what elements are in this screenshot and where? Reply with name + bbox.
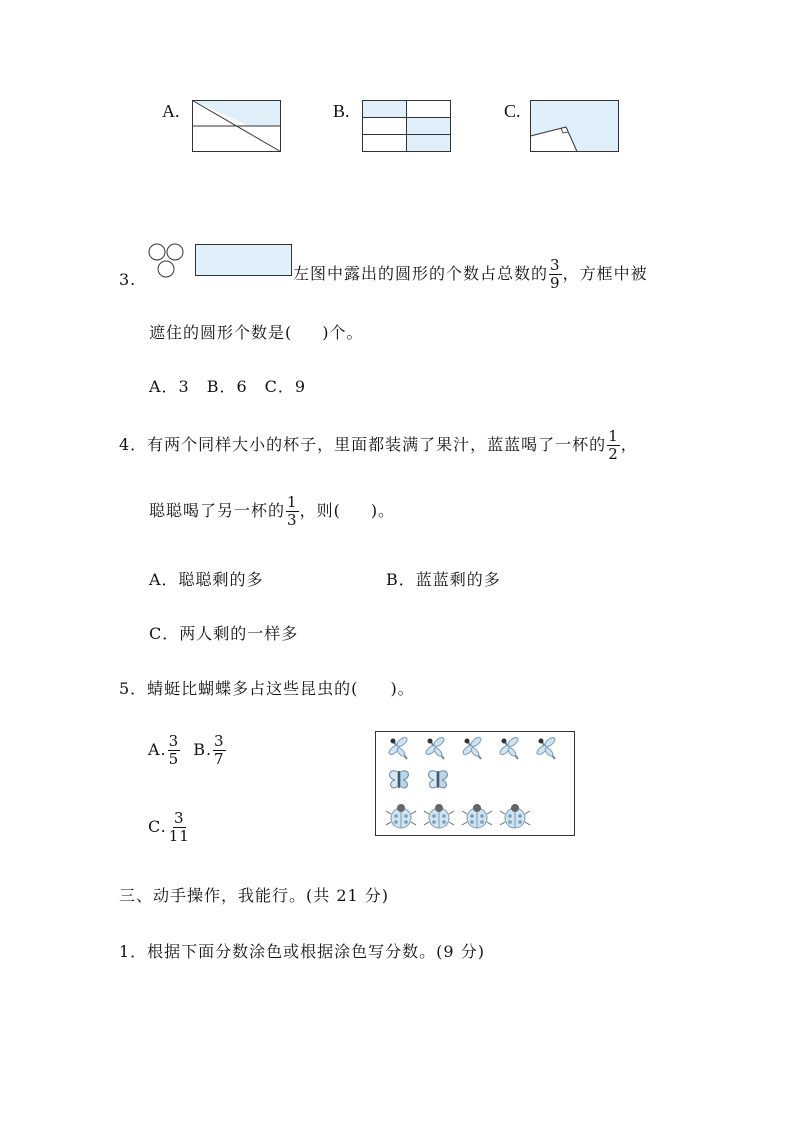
circle-2 bbox=[167, 244, 183, 260]
cover-box bbox=[195, 244, 292, 276]
butterfly-icon bbox=[390, 771, 409, 788]
section3-q1: 1．根据下面分数涂色或根据涂色写分数。(9 分) bbox=[119, 942, 485, 961]
circle-3 bbox=[158, 261, 174, 277]
q3-line1 bbox=[293, 257, 648, 292]
q4-line2: 聪聪喝了另一杯的 $\frac{1}{3}$ ，则( )。 bbox=[149, 493, 396, 529]
q3-number: 3. bbox=[119, 270, 137, 289]
q5-option-c: C. $\frac{3}{11}$ bbox=[148, 809, 190, 845]
circle-1 bbox=[149, 244, 165, 260]
q5-fraction-c: $\frac{3}{11}$ bbox=[168, 809, 190, 845]
q5-fraction-a: $\frac{3}{5}$ bbox=[168, 732, 180, 768]
option-b-shaded-2 bbox=[407, 118, 451, 135]
q3-options: A．3 B．6 C．9 bbox=[149, 377, 307, 396]
butterfly-icon bbox=[429, 771, 448, 788]
insects-figure bbox=[375, 731, 576, 837]
q3-fraction: $\frac{3}{9}$ bbox=[550, 256, 561, 292]
q5-line: 5．蜻蜓比蝴蝶多占这些昆虫的( )。 bbox=[119, 679, 415, 698]
option-a-figure bbox=[192, 100, 282, 152]
option-c-figure bbox=[530, 100, 620, 152]
q4-option-c: C．两人剩的一样多 bbox=[149, 624, 299, 643]
q4-line1: 4．有两个同样大小的杯子，里面都装满了果汁，蓝蓝喝了一杯的 $\frac{1}{2}$ ， bbox=[119, 427, 638, 463]
option-b-label: B. bbox=[333, 101, 350, 121]
circles-figure bbox=[147, 243, 187, 279]
option-b-shaded-1 bbox=[363, 101, 407, 118]
option-b-figure bbox=[362, 100, 452, 152]
q3-line2: 遮住的圆形个数是( )个。 bbox=[149, 323, 364, 342]
q4-option-a: A．聪聪剩的多 bbox=[149, 570, 264, 589]
q5-fraction-b: $\frac{3}{7}$ bbox=[214, 732, 225, 768]
q4-option-b: B．蓝蓝剩的多 bbox=[386, 570, 501, 589]
section3-title: 三、动手操作，我能行。(共 21 分) bbox=[119, 886, 390, 905]
q3-text2: ，方框中被 bbox=[562, 264, 648, 283]
q4-fraction-2: $\frac{1}{3}$ bbox=[287, 493, 298, 529]
option-a-label: A. bbox=[162, 101, 180, 121]
q4-fraction-1: $\frac{1}{2}$ bbox=[608, 427, 619, 463]
option-c-label: C. bbox=[504, 101, 521, 121]
q5-options-ab: A. $\frac{3}{5}$ B. $\frac{3}{7}$ bbox=[148, 732, 225, 768]
option-b-shaded-3 bbox=[407, 135, 451, 152]
q3-text1: 左图中露出的圆形的个数占总数的 bbox=[293, 264, 549, 283]
